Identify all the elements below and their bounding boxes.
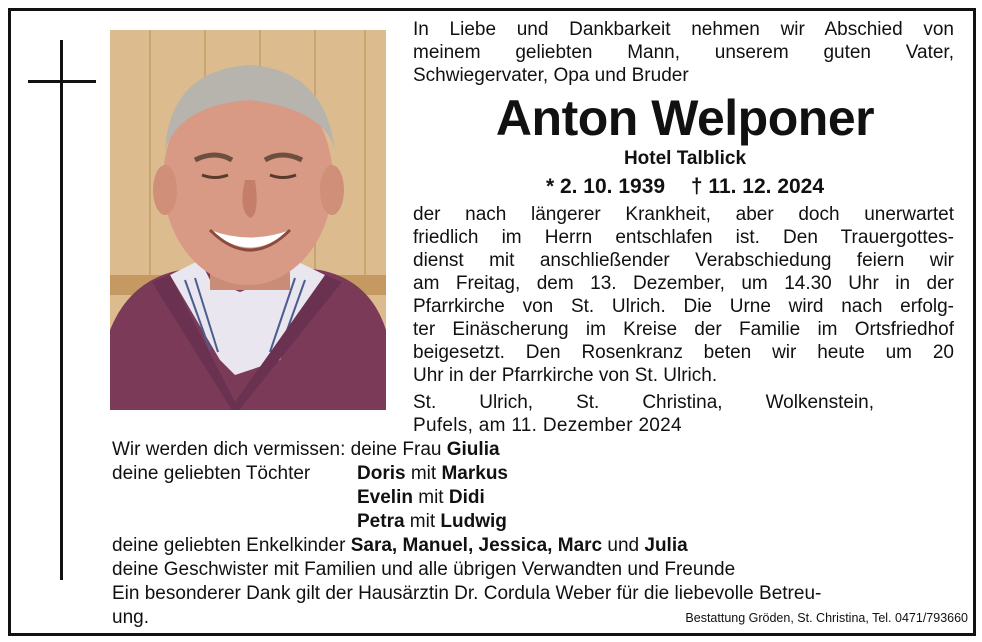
mit-word: mit xyxy=(404,511,441,532)
intro-line-3: Schwiegervater, Opa und Bruder xyxy=(413,65,689,86)
thanks-line-2: ung. xyxy=(112,607,149,628)
body-line-1: der nach längerer Krankheit, aber doch unerwartet xyxy=(413,204,954,225)
grandchild-last-name: Julia xyxy=(644,535,688,556)
daughter-line-3 xyxy=(357,510,507,533)
body-line-4: am Freitag, dem 13. Dezember, um 14.30 Uhr in der xyxy=(413,273,954,294)
mourners-wife-prefix: Wir werden dich vermissen: deine Frau xyxy=(112,439,447,460)
life-dates xyxy=(410,175,960,199)
partner-name: Markus xyxy=(441,463,508,484)
grandchildren-prefix: deine geliebten Enkelkinder xyxy=(112,535,351,556)
daughter-name: Doris xyxy=(357,463,406,484)
body-line-5: Pfarrkirche von St. Ulrich. Die Urne wird nach erfolg- xyxy=(413,296,954,317)
siblings-line: deine Geschwister mit Familien und alle übrigen Verwandten und Freunde xyxy=(112,559,736,580)
hotel-name: Hotel Talblick xyxy=(623,148,747,169)
body-line-3: dienst mit anschließender Verabschiedung feiern wir xyxy=(413,250,954,271)
daughter-name: Evelin xyxy=(357,487,413,508)
birth-date: * 2. 10. 1939 xyxy=(545,175,666,198)
body-line-7: beigesetzt. Den Rosenkranz beten wir heute um 20 xyxy=(413,342,954,363)
grandchildren-names: Sara, Manuel, Jessica, Marc xyxy=(350,535,603,556)
cross-horizontal-bar xyxy=(28,80,96,83)
place-line-1: St. Ulrich, St. Christina, Wolkenstein, xyxy=(413,392,874,413)
wife-name: Giulia xyxy=(446,439,500,460)
daughter-name: Petra xyxy=(357,511,405,532)
thanks-line-1: Ein besonderer Dank gilt der Hausärztin Dr. Cordula Weber für die liebevolle Betreu- xyxy=(112,583,822,604)
place-line-2: Pufels, am 11. Dezember 2024 xyxy=(413,415,682,436)
daughter-line-1 xyxy=(357,462,508,485)
intro-line-2: meinem geliebten Mann, unserem guten Vater, xyxy=(413,42,954,63)
funeral-home-footer: Bestattung Gröden, St. Christina, Tel. 0471/793660 xyxy=(685,611,968,625)
body-line-2: friedlich im Herrn entschlafen ist. Den Trauergottes- xyxy=(413,227,954,248)
cross-vertical-bar xyxy=(60,40,63,580)
daughter-line-2 xyxy=(357,486,485,509)
body-line-8: Uhr in der Pfarrkirche von St. Ulrich. xyxy=(413,365,718,386)
partner-name: Didi xyxy=(448,487,485,508)
intro-line-1: In Liebe und Dankbarkeit nehmen wir Abschied von xyxy=(413,19,954,40)
partner-name: Ludwig xyxy=(440,511,507,532)
mit-word: mit xyxy=(405,463,442,484)
daughters-label: deine geliebten Töchter xyxy=(112,463,311,484)
grandchildren-line xyxy=(112,534,688,557)
mourners-wife-line xyxy=(112,438,500,461)
portrait-photo xyxy=(110,30,386,410)
body-line-6: ter Einäscherung im Kreise der Familie im Ortsfriedhof xyxy=(413,319,954,340)
death-date: † 11. 12. 2024 xyxy=(690,175,825,198)
mit-word: mit xyxy=(412,487,449,508)
deceased-name: Anton Welponer xyxy=(495,90,875,146)
portrait-illustration xyxy=(110,30,386,410)
und-word: und xyxy=(602,535,645,556)
